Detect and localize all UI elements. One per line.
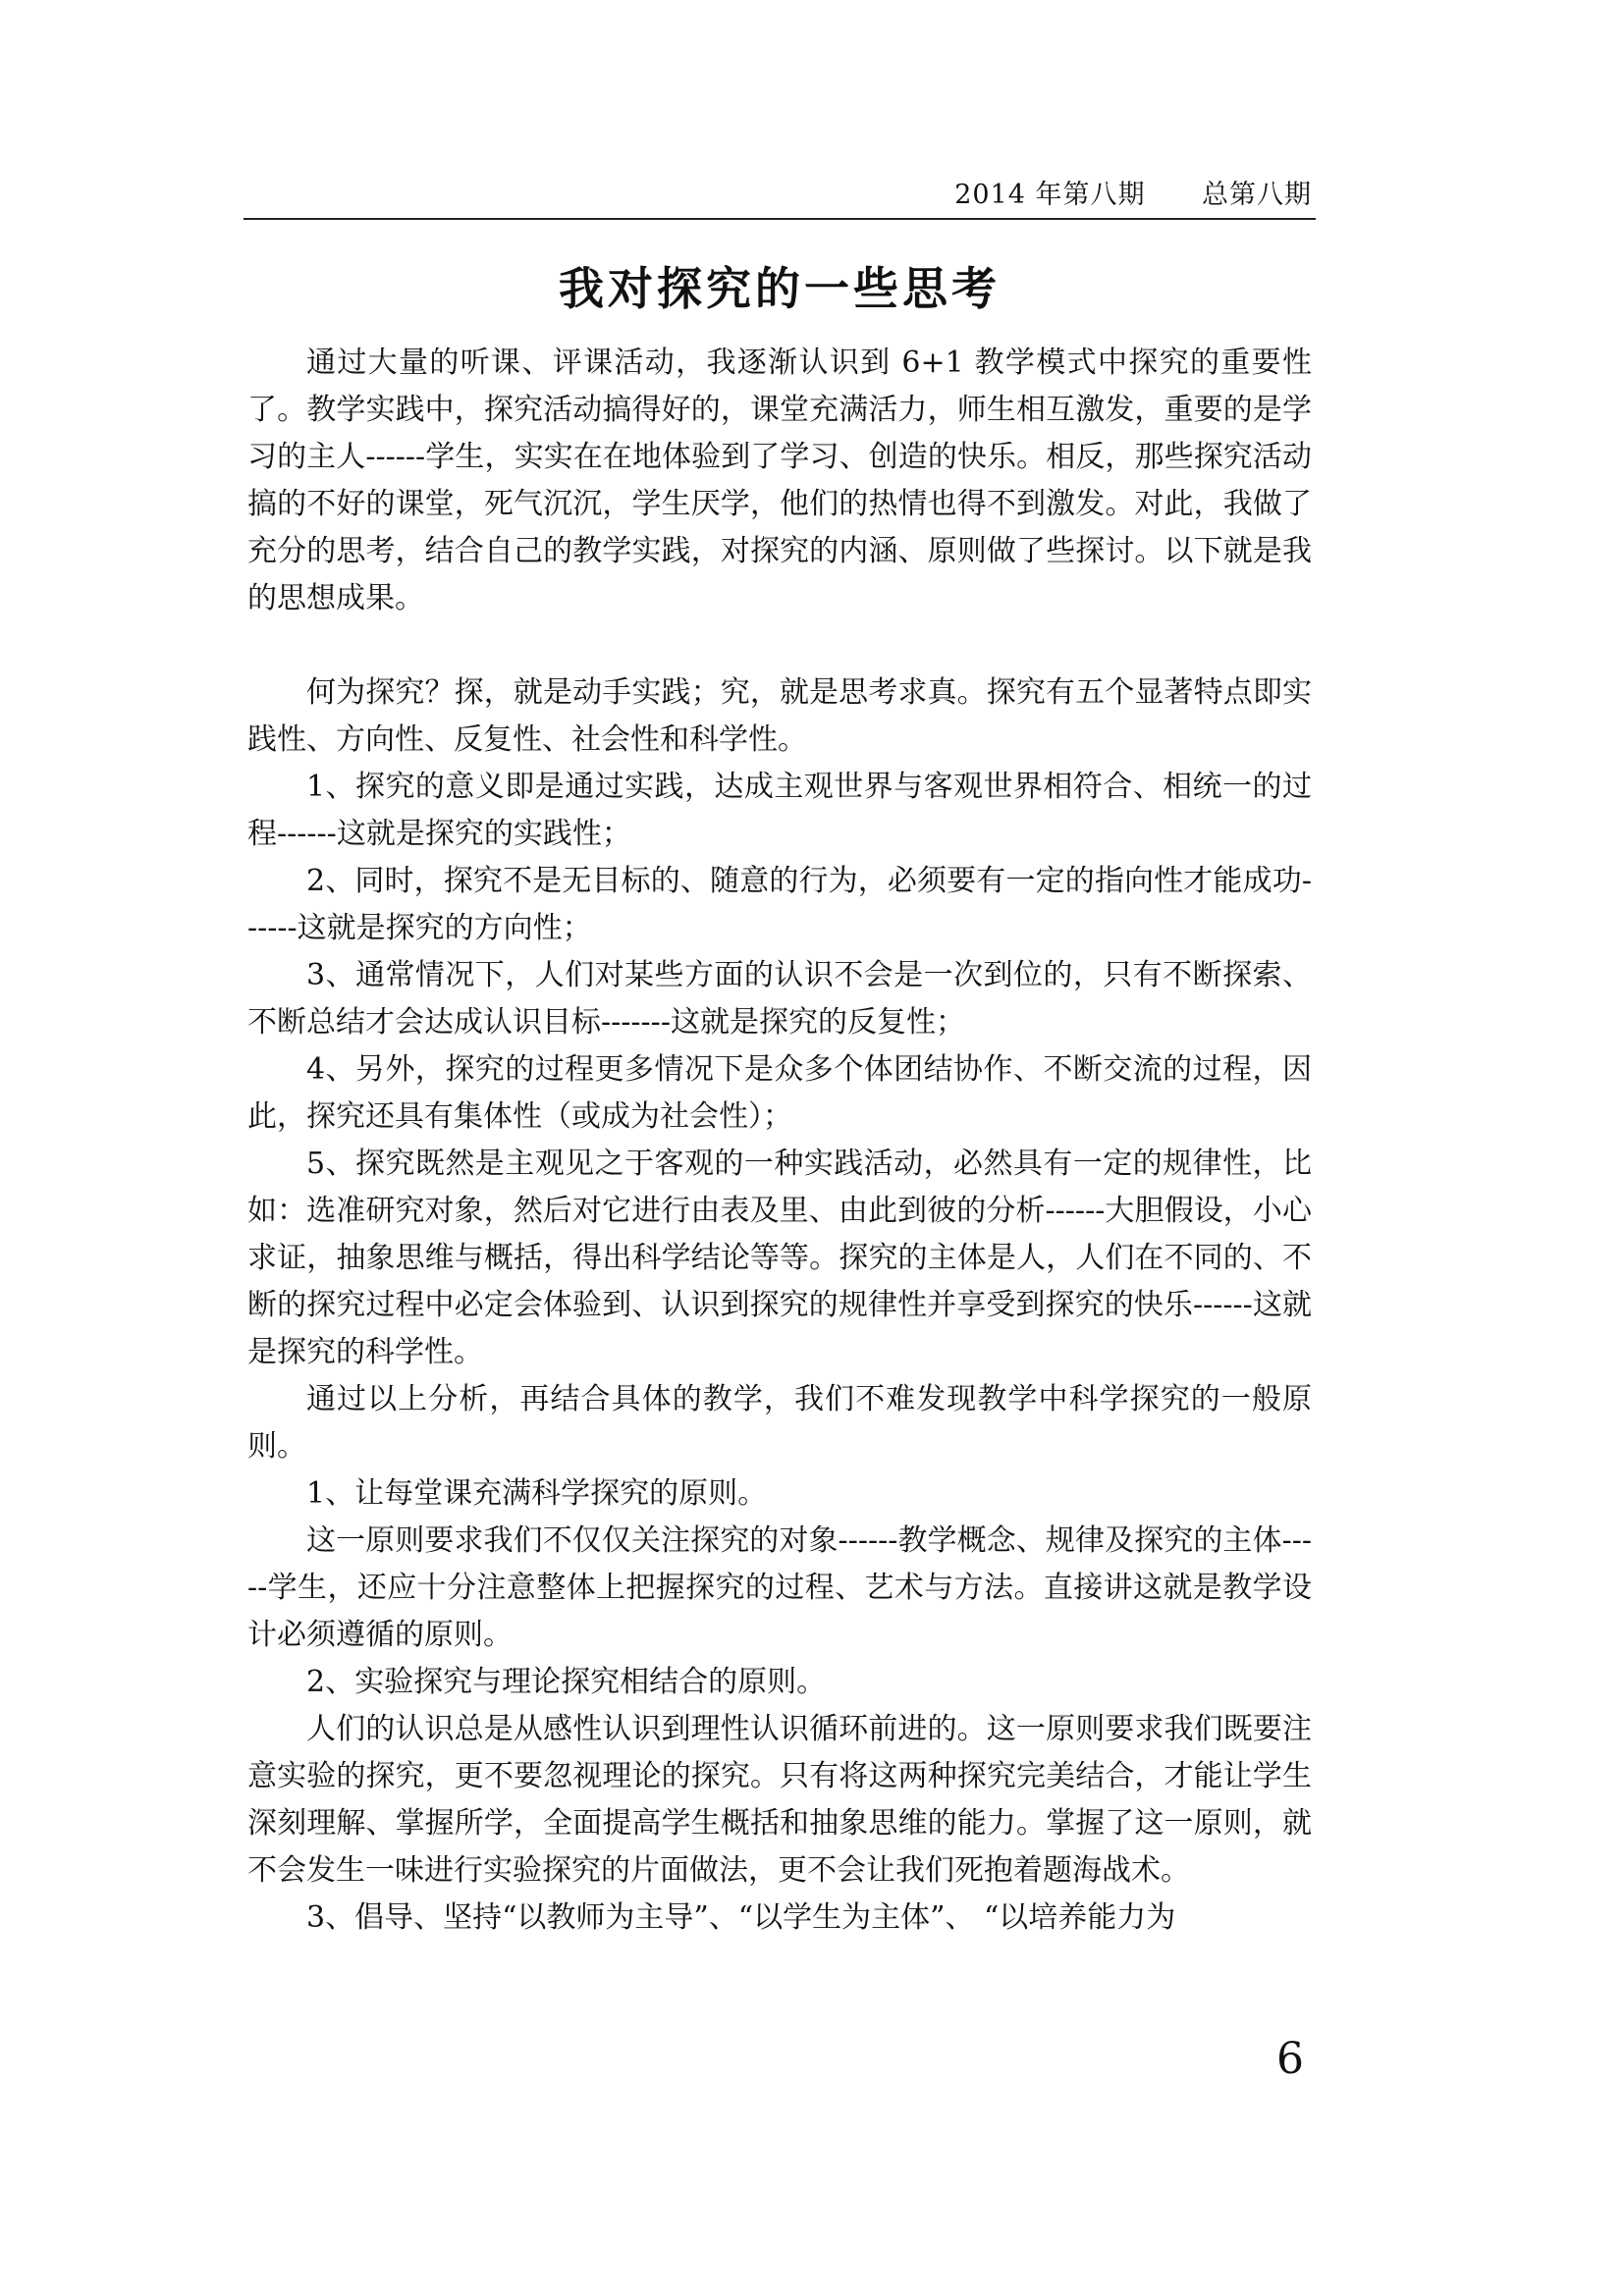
paragraph-principle-2-heading: 2、实验探究与理论探究相结合的原则。 xyxy=(306,1665,827,1699)
paragraph-definition: 何为探究？探，就是动手实践；究，就是思考求真。探究有五个显著特点即实践性、方向性、反复性、社会性和科学性。 xyxy=(247,675,1312,757)
total-issue-label: 总第八期 xyxy=(1202,180,1312,210)
paragraph-feature-5: 5、探究既然是主观见之于客观的一种实践活动，必然具有一定的规律性，比如：选准研究对象，然后对它进行由表及里、由此到彼的分析------大胆假设，小心求证，抽象思维与概括，得出科学结论等等。探究的主体是人，人们在不同的、不断的探究过程中必定会体验到、认识到探究的规律性并享受到探究的快乐------这就是探究的科学性。 xyxy=(247,1147,1312,1369)
paragraph-gap xyxy=(247,622,1312,669)
running-header xyxy=(244,167,1316,220)
paragraph-feature-1: 1、探究的意义即是通过实践，达成主观世界与客观世界相符合、相统一的过程------这就是探究的实践性； xyxy=(247,770,1312,851)
paragraph-feature-4: 4、另外，探究的过程更多情况下是众多个体团结协作、不断交流的过程，因此，探究还具有集体性（或成为社会性）； xyxy=(247,1052,1312,1134)
article-body xyxy=(247,340,1312,1942)
paragraph-feature-2: 2、同时，探究不是无目标的、随意的行为，必须要有一定的指向性才能成功------这就是探究的方向性； xyxy=(247,864,1312,945)
paragraph-principle-3-heading: 3、倡导、坚持“以教师为主导”、“以学生为主体”、 “以培养能力为 xyxy=(306,1900,1176,1935)
paragraph-principles-intro: 通过以上分析，再结合具体的教学，我们不难发现教学中科学探究的一般原则。 xyxy=(247,1382,1312,1464)
issue-info xyxy=(954,173,1312,211)
paragraph-feature-3: 3、通常情况下，人们对某些方面的认识不会是一次到位的，只有不断探索、不断总结才会达成认识目标-------这就是探究的反复性； xyxy=(247,958,1312,1040)
article-title: 我对探究的一些思考 xyxy=(559,262,1001,315)
paragraph-principle-2-body: 人们的认识总是从感性认识到理性认识循环前进的。这一原则要求我们既要注意实验的探究，更不要忽视理论的探究。只有将这两种探究完美结合，才能让学生深刻理解、掌握所学，全面提高学生概括和抽象思维的能力。掌握了这一原则，就不会发生一味进行实验探究的片面做法，更不会让我们死抱着题海战术。 xyxy=(247,1712,1312,1888)
paragraph-principle-1-body: 这一原则要求我们不仅仅关注探究的对象------教学概念、规律及探究的主体-----学生，还应十分注意整体上把握探究的过程、艺术与方法。直接讲这就是教学设计必须遵循的原则。 xyxy=(247,1523,1312,1652)
paragraph-intro: 通过大量的听课、评课活动，我逐渐认识到 6+1 教学模式中探究的重要性了。教学实践中，探究活动搞得好的，课堂充满活力，师生相互激发，重要的是学习的主人------学生，实实在在地体验到了学习、创造的快乐。相反，那些探究活动搞的不好的课堂，死气沉沉，学生厌学，他们的热情也得不到激发。对此，我做了充分的思考，结合自己的教学实践，对探究的内涵、原则做了些探讨。以下就是我的思想成果。 xyxy=(247,346,1312,615)
issue-label: 2014 年第八期 xyxy=(954,180,1146,210)
page-number: 6 xyxy=(1276,2034,1304,2084)
paragraph-principle-1-heading: 1、让每堂课充满科学探究的原则。 xyxy=(306,1476,768,1511)
